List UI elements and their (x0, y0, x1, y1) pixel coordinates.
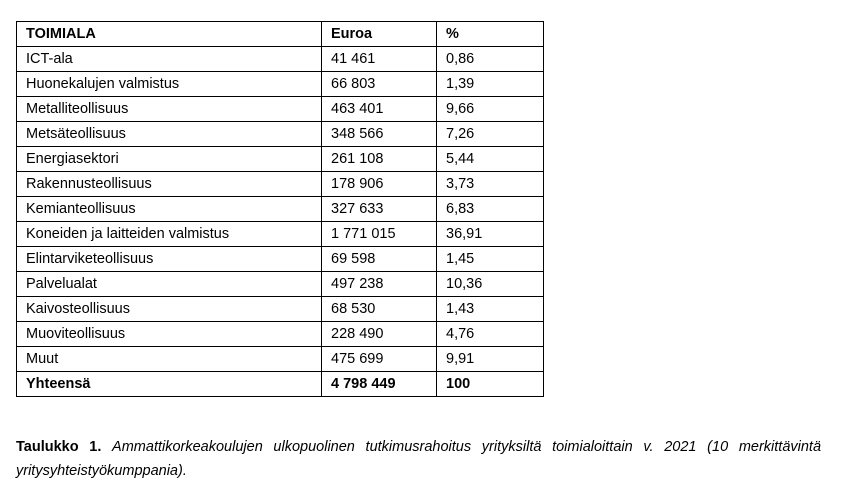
cell-euro: 68 530 (322, 297, 437, 322)
cell-percent: 0,86 (437, 47, 544, 72)
funding-table (16, 21, 544, 397)
table-header-row (17, 22, 544, 47)
cell-euro: 475 699 (322, 347, 437, 372)
cell-euro: 69 598 (322, 247, 437, 272)
cell-euro: 348 566 (322, 122, 437, 147)
header-industry: TOIMIALA (17, 22, 322, 47)
cell-industry: Elintarviketeollisuus (17, 247, 322, 272)
cell-industry: Metsäteollisuus (17, 122, 322, 147)
table-row (17, 347, 544, 372)
cell-percent: 3,73 (437, 172, 544, 197)
cell-euro: 228 490 (322, 322, 437, 347)
cell-percent: 4,76 (437, 322, 544, 347)
caption-text: Ammattikorkeakoulujen ulkopuolinen tutkimusrahoitus yrityksiltä toimialoittain v. 2021 (10 merkittävintä yritysyhteistyökumppania). (16, 439, 822, 479)
header-euro: Euroa (322, 22, 437, 47)
cell-industry: Huonekalujen valmistus (17, 72, 322, 97)
cell-euro: 66 803 (322, 72, 437, 97)
cell-industry: Muut (17, 347, 322, 372)
cell-percent: 6,83 (437, 197, 544, 222)
cell-euro: 41 461 (322, 47, 437, 72)
table-row (17, 97, 544, 122)
table-row (17, 147, 544, 172)
cell-percent: 1,43 (437, 297, 544, 322)
total-percent: 100 (437, 372, 544, 397)
table-total-row (17, 372, 544, 397)
cell-industry: Energiasektori (17, 147, 322, 172)
cell-industry: Metalliteollisuus (17, 97, 322, 122)
table-row (17, 247, 544, 272)
table-row (17, 322, 544, 347)
cell-euro: 463 401 (322, 97, 437, 122)
table-row (17, 122, 544, 147)
cell-percent: 1,39 (437, 72, 544, 97)
cell-industry: Kemianteollisuus (17, 197, 322, 222)
total-euro: 4 798 449 (322, 372, 437, 397)
total-industry: Yhteensä (17, 372, 322, 397)
table-row (17, 197, 544, 222)
cell-industry: Kaivosteollisuus (17, 297, 322, 322)
cell-industry: Koneiden ja laitteiden valmistus (17, 222, 322, 247)
cell-industry: ICT-ala (17, 47, 322, 72)
cell-percent: 1,45 (437, 247, 544, 272)
table-row (17, 172, 544, 197)
cell-percent: 9,91 (437, 347, 544, 372)
cell-euro: 1 771 015 (322, 222, 437, 247)
table-row (17, 47, 544, 72)
cell-percent: 10,36 (437, 272, 544, 297)
table-row (17, 272, 544, 297)
cell-percent: 9,66 (437, 97, 544, 122)
cell-percent: 36,91 (437, 222, 544, 247)
cell-industry: Rakennusteollisuus (17, 172, 322, 197)
table-row (17, 72, 544, 97)
cell-euro: 178 906 (322, 172, 437, 197)
cell-euro: 261 108 (322, 147, 437, 172)
cell-percent: 5,44 (437, 147, 544, 172)
header-percent: % (437, 22, 544, 47)
table-caption (16, 435, 821, 483)
table-row (17, 222, 544, 247)
cell-industry: Muoviteollisuus (17, 322, 322, 347)
caption-label: Taulukko 1. (16, 439, 102, 455)
cell-euro: 497 238 (322, 272, 437, 297)
cell-industry: Palvelualat (17, 272, 322, 297)
cell-euro: 327 633 (322, 197, 437, 222)
cell-percent: 7,26 (437, 122, 544, 147)
table-row (17, 297, 544, 322)
